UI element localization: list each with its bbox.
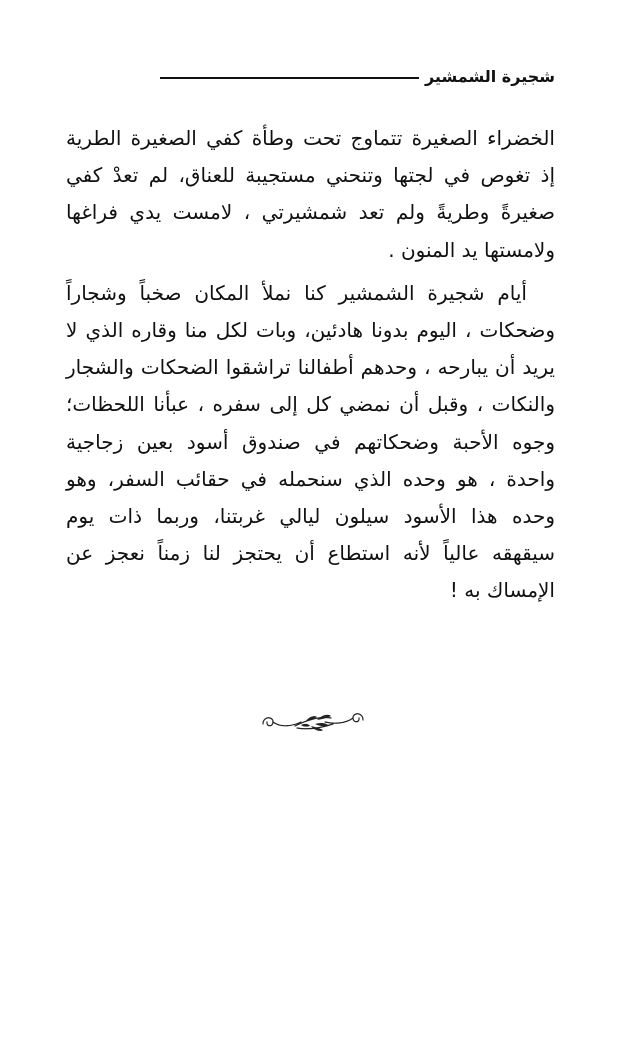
floral-vignette-icon	[255, 702, 371, 742]
paragraph-continuation: الخضراء الصغيرة تتماوج تحت وطأة كفي الصغيرة الطرية إذ تغوص في لجتها وتنحني مستجيبة للعناق، لم تعدْ كفي صغيرةً وطريةً ولم تعد شمشيرتي ، لامست يدي فراغها ولامستها يد المنون .	[66, 126, 555, 262]
body-text	[66, 120, 555, 610]
paragraph: أيام شجيرة الشمشير كنا نملأ المكان صخباً وشجاراً وضحكات ، اليوم بدونا هادئين، وبات لكل منا وقاره الذي لا يريد أن يبارحه ، وحدهم أطفالنا تراشقوا الضحكات والشجار والنكات ، وقبل أن نمضي كل إلى سفره ، عبأنا اللحظات؛ وجوه الأحبة وضحكاتهم في صندوق أسود بعين زجاجية واحدة ، هو وحده الذي سنحمله في حقائب السفر، وهو وحده هذا الأسود سيلون ليالي غربتنا، وربما ذات يوم سيقهقه عالياً لأنه استطاع أن يحتجز لنا زمناً نعجز عن الإمساك به !	[66, 280, 555, 603]
header-rule	[160, 77, 419, 79]
running-title: شجيرة الشمشير	[424, 66, 555, 86]
running-header	[160, 63, 555, 89]
